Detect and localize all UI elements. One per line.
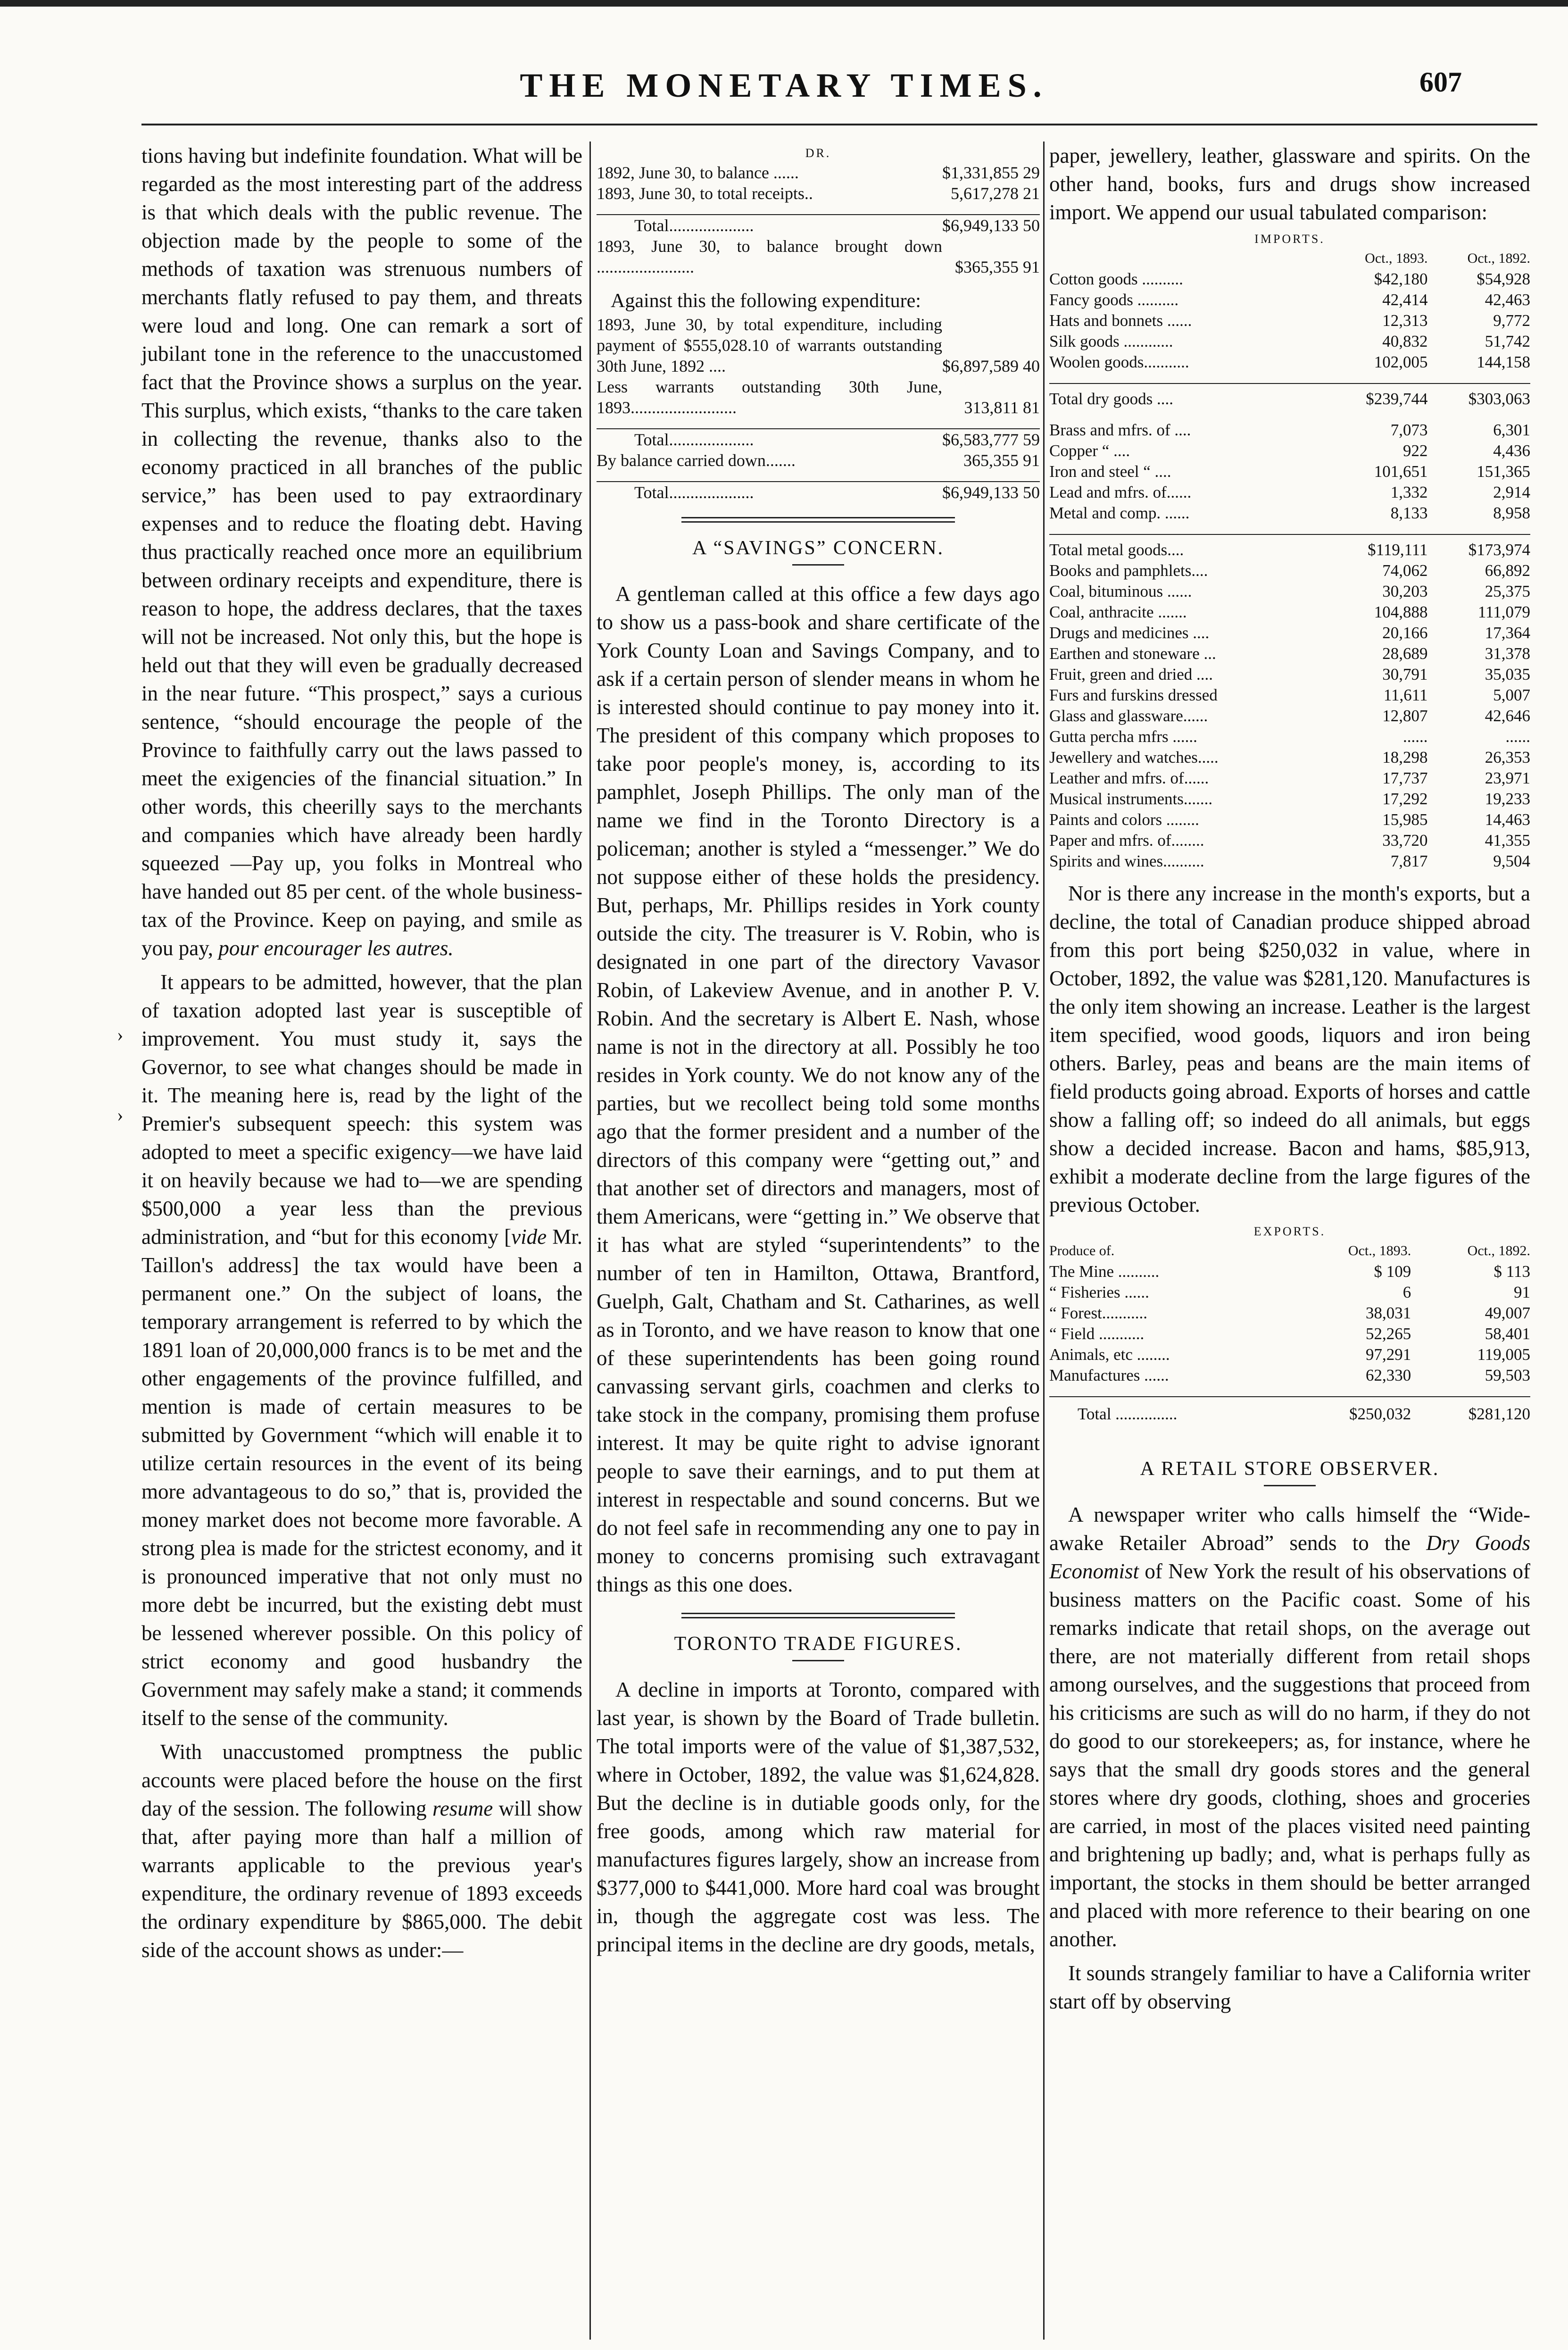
masthead-title: THE MONETARY TIMES. (520, 67, 1048, 104)
table-row: Fruit, green and dried .... 30,791 35,035 (1049, 665, 1530, 683)
section-divider (681, 517, 955, 523)
article-title: A “SAVINGS” CONCERN. (692, 537, 945, 559)
title-dash (792, 564, 844, 566)
paragraph: Nor is there any increase in the month's exports, but a decline, the total of Canadian produce shipped abroad from this port being $250,032 in value, where in October, 1892, the value was $281,120. Manufactures is the only item showing an increase. Leather is the largest item specified, wood goods, liquors and iron being others. Barley, peas and beans are the main items of field products going abroad. Exports of horses and cattle show a falling off; so indeed do all animals, but eggs show a decided increase. Bacon and hams, $85,913, exhibit a moderate decline from the large figures of the previous October. (1049, 882, 1530, 1217)
total-row: Total.................... $6,949,133 50 (597, 215, 1040, 236)
paragraph: A gentleman called at this office a few days ago to show us a pass-book and share certificate of the York County Loan and Savings Company, and to ask if a certain person of slender means in whom he is interested should continue to pay money into it. The president of this company which proposes to take poor people's money, is, according to its pamphlet, Joseph Phillips. The only man of the name we find in the Toronto Directory is a policeman; another is styled a “messenger.” We do not suppose either of these holds the presidency. But, perhaps, Mr. Phillips resides in York county outside the city. The treasurer is V. Robin, who is designated in one part of the directory Vavasor Robin, of Lakeview Avenue, and in another P. V. Robin. And the secretary is Albert E. Nash, whose name is not in the directory at all. Possibly he too resides in York county. We do not know any of the parties, but we recollect being told some months ago that the former president and a number of the directors of this company were “getting out,” and that another set of directors and managers, most of them Americans, were “getting in.” We observe that it has what are styled “superintendents” to the number of ten in Hamilton, Ottawa, Brantford, Guelph, Galt, Chatham and St. Catharines, as well as in Toronto, and we have reason to know that one of these superintendents has been going round canvassing servant girls, coachmen and clerks to take stock in the company, promising them profuse interest. It may be quite right to advise ignorant people to save their earnings, and to put them at interest in respectable and sound concerns. But we do not feel safe in recommending any one to pay in money to concerns promising such extravagant things as this one does. (597, 582, 1040, 1596)
column-2 (597, 142, 1040, 1964)
column-3 (1049, 142, 1530, 2021)
table-row: Iron and steel “ .... 101,651 151,365 (1049, 462, 1530, 481)
column-rule (1043, 142, 1045, 2340)
paragraph: A decline in imports at Toronto, compared with last year, is shown by the Board of Trade bulletin. The total imports were of the value of $1,387,532, where in October, 1892, the value was $1,624,828. But the decline is in dutiable goods only, for the free goods, among which raw material for manufactures figures largely, show an increase from $377,000 to $441,000. More hard coal was brought in, though the aggregate cost was less. The principal items in the decline are dry goods, metals, (597, 1678, 1040, 1956)
exports-heading: EXPORTS. (1253, 1225, 1326, 1238)
table-row: Coal, bituminous ...... 30,203 25,375 (1049, 582, 1530, 600)
total-row: Total.................... $6,949,133 50 (597, 482, 1040, 503)
table-row: Paints and colors ........ 15,985 14,463 (1049, 810, 1530, 829)
total-row: Total metal goods.... $119,111 $173,974 (1049, 534, 1530, 560)
top-border (0, 0, 1568, 7)
section-divider (681, 1613, 955, 1618)
table-row: Manufactures ...... 62,330 59,503 (1049, 1366, 1530, 1384)
account-subheading: Against this the following expenditure: (611, 290, 921, 312)
column-rule (589, 142, 591, 2340)
table-row: Copper “ .... 922 4,436 (1049, 442, 1530, 460)
table-row: Hats and bonnets ...... 12,313 9,772 (1049, 311, 1530, 330)
table-row: Less warrants outstanding 30th June, 1893......................... 313,811 81 (597, 377, 1040, 417)
table-row: Leather and mfrs. of...... 17,737 23,971 (1049, 769, 1530, 787)
table-row: Jewellery and watches..... 18,298 26,353 (1049, 748, 1530, 767)
margin-mark: › (117, 1104, 124, 1125)
table-row: Paper and mfrs. of........ 33,720 41,355 (1049, 831, 1530, 850)
total-row: Total dry goods .... $239,744 $303,063 (1049, 383, 1530, 409)
table-row: The Mine .......... $ 109 $ 113 (1049, 1262, 1530, 1281)
paragraph: paper, jewellery, leather, glassware and spirits. On the other hand, books, furs and drugs show increased import. We append our usual tabulated comparison: (1049, 144, 1530, 224)
page-number: 607 (1419, 67, 1462, 98)
imports-table (1049, 248, 1530, 872)
article-title: TORONTO TRADE FIGURES. (674, 1633, 962, 1655)
table-row: 1892, June 30, to balance ...... $1,331,855 29 (597, 163, 1040, 182)
table-row: Coal, anthracite ....... 104,888 111,079 (1049, 603, 1530, 621)
account-table (597, 162, 1040, 503)
table-row: 1893, June 30, to total receipts.. 5,617,278 21 (597, 184, 1040, 203)
article-title: A RETAIL STORE OBSERVER. (1140, 1458, 1440, 1480)
table-row: “ Field ........... 52,265 58,401 (1049, 1325, 1530, 1343)
total-row: Total.................... $6,583,777 59 (597, 429, 1040, 450)
title-dash (792, 1660, 844, 1661)
total-row: Total ............... $250,032 $281,120 (1049, 1397, 1530, 1425)
table-row: Cotton goods .......... $42,180 $54,928 (1049, 270, 1530, 288)
table-row: “ Fisheries ...... 6 91 (1049, 1283, 1530, 1301)
header-rule (141, 124, 1537, 125)
table-row: Lead and mfrs. of...... 1,332 2,914 (1049, 483, 1530, 501)
column-header: Oct., 1892. (1467, 250, 1530, 266)
table-row: Gutta percha mfrs ...... ...... ...... (1049, 727, 1530, 746)
table-row: “ Forest........... 38,031 49,007 (1049, 1304, 1530, 1322)
paragraph: A newspaper writer who calls himself the “Wide-awake Retailer Abroad” sends to the Dry Goods Economist of New York the result of his observations of business matters on the Pacific coast. Some of his remarks indicate that retail shops, on the average out there, are not materially different from retail shops among ourselves, and the suggestions that proceed from his criticisms are such as will do no harm, if they do not do good to our storekeepers; as, for instance, where he says that the small dry goods stores and the general stores where dry goods, clothing, shoes and groceries are carried, in most of the places visited need painting and brightening up badly; and, what is perhaps fully as important, the stocks in them should be better arranged and placed with more reference to their bearing on one another. (1049, 1503, 1531, 1951)
table-row: Drugs and medicines .... 20,166 17,364 (1049, 624, 1530, 642)
table-row: Silk goods ............ 40,832 51,742 (1049, 332, 1530, 350)
table-row: Musical instruments....... 17,292 19,233 (1049, 790, 1530, 808)
table-row: 1893, June 30, by total expenditure, including payment of $555,028.10 of warrants outstanding 30th June, 1892 .... $6,897,589 40 (597, 315, 1040, 375)
column-1 (141, 142, 582, 1970)
exports-table (1049, 1241, 1530, 1425)
paragraph: It sounds strangely familiar to have a California writer start off by observing (1049, 1961, 1530, 2013)
column-header: Produce of. (1049, 1243, 1115, 1258)
table-row: Glass and glassware...... 12,807 42,646 (1049, 707, 1530, 725)
table-row: Earthen and stoneware ... 28,689 31,378 (1049, 644, 1530, 663)
table-row: Spirits and wines.......... 7,817 9,504 (1049, 852, 1530, 870)
paragraph: tions having but indefinite foundation. What will be regarded as the most interesting part of the address is that which deals with the public revenue. The objection made by the people to some of the methods of taxation was strenuous numbers of merchants flatly refused to pay them, and threats were loud and long. One can remark a sort of jubilant tone in the reference to the unaccustomed fact that the Province shows a surplus on the year. This surplus, which exists, “thanks to the care taken in collecting the revenue, thanks also to the economy practiced in all branches of the public service,” has been used to pay extraordinary expenses and to reduce the floating debt. Having thus practically reached once more an equilibrium between ordinary receipts and expenditure, there is reason to hope, the address declares, that the taxes will not be increased. Not only this, but the hope is held out that they will even be gradually decreased in the near future. “This prospect,” says a curious sentence, “should encourage the people of the Province to faithfully carry out the laws passed to meet the exigencies of the financial situation.” In other words, this cheerilly says to the merchants and companies which have already been hardly squeezed —Pay up, you folks in Montreal who have handed out 85 per cent. of the whole business-tax of the Province. Keep on paying, and smile as you pay, pour encourager les autres. (141, 144, 582, 960)
account-heading: DR. (805, 146, 831, 160)
table-row: Brass and mfrs. of .... 7,073 6,301 (1049, 421, 1530, 439)
column-header: Oct., 1893. (1365, 250, 1428, 266)
table-row: By balance carried down....... 365,355 91 (597, 451, 1040, 470)
table-row: 1893, June 30, to balance brought down ....................... $365,355 91 (597, 237, 1040, 276)
table-row: Woolen goods........... 102,005 144,158 (1049, 353, 1530, 371)
paragraph: With unaccustomed promptness the public accounts were placed before the house on the first day of the session. The following resume will show that, after paying more than half a million of warrants applicable to the previous year's expenditure, the ordinary revenue of 1893 exceeds the ordinary expenditure by $865,000. The debit side of the account shows as under:— (141, 1740, 583, 1962)
table-row: Books and pamphlets.... 74,062 66,892 (1049, 561, 1530, 580)
column-header: Oct., 1893. (1348, 1243, 1411, 1258)
margin-mark: › (117, 1024, 124, 1045)
paragraph: It appears to be admitted, however, that the plan of taxation adopted last year is susceptible of improvement. You must study it, says the Governor, to see what changes should be made in it. The meaning here is, read by the light of the Premier's subsequent speech: this system was adopted to meet a specific exigency—we have laid it on heavily because we had to—we are spending $500,000 a year less than the previous administration, and “but for this economy [vide Mr. Taillon's address] the tax would have been a permanent one.” On the subject of loans, the temporary arrangement is referred to by which the 1891 loan of 20,000,000 francs is to be met and the other engagements of the province fulfilled, and mention is made of certain measures to be submitted by Government “which will enable it to utilize certain resources in the event of its being more advantageous to do so,” that is, provided the money market does not become more favorable. A strong plea is made for the strictest economy, and it is pronounced imperative that not only must no more debt be incurred, but the existing debt must be lessened wherever possible. On this policy of strict economy and good husbandry the Government may safely make a stand; it commends itself to the sense of the community. (141, 970, 582, 1730)
imports-heading: IMPORTS. (1254, 232, 1325, 246)
title-dash (1264, 1485, 1316, 1486)
table-row: Metal and comp. ...... 8,133 8,958 (1049, 504, 1530, 522)
table-row: Animals, etc ........ 97,291 119,005 (1049, 1345, 1530, 1364)
table-row: Fancy goods .......... 42,414 42,463 (1049, 291, 1530, 309)
table-row: Furs and furskins dressed 11,611 5,007 (1049, 686, 1530, 704)
column-header: Oct., 1892. (1467, 1243, 1530, 1258)
